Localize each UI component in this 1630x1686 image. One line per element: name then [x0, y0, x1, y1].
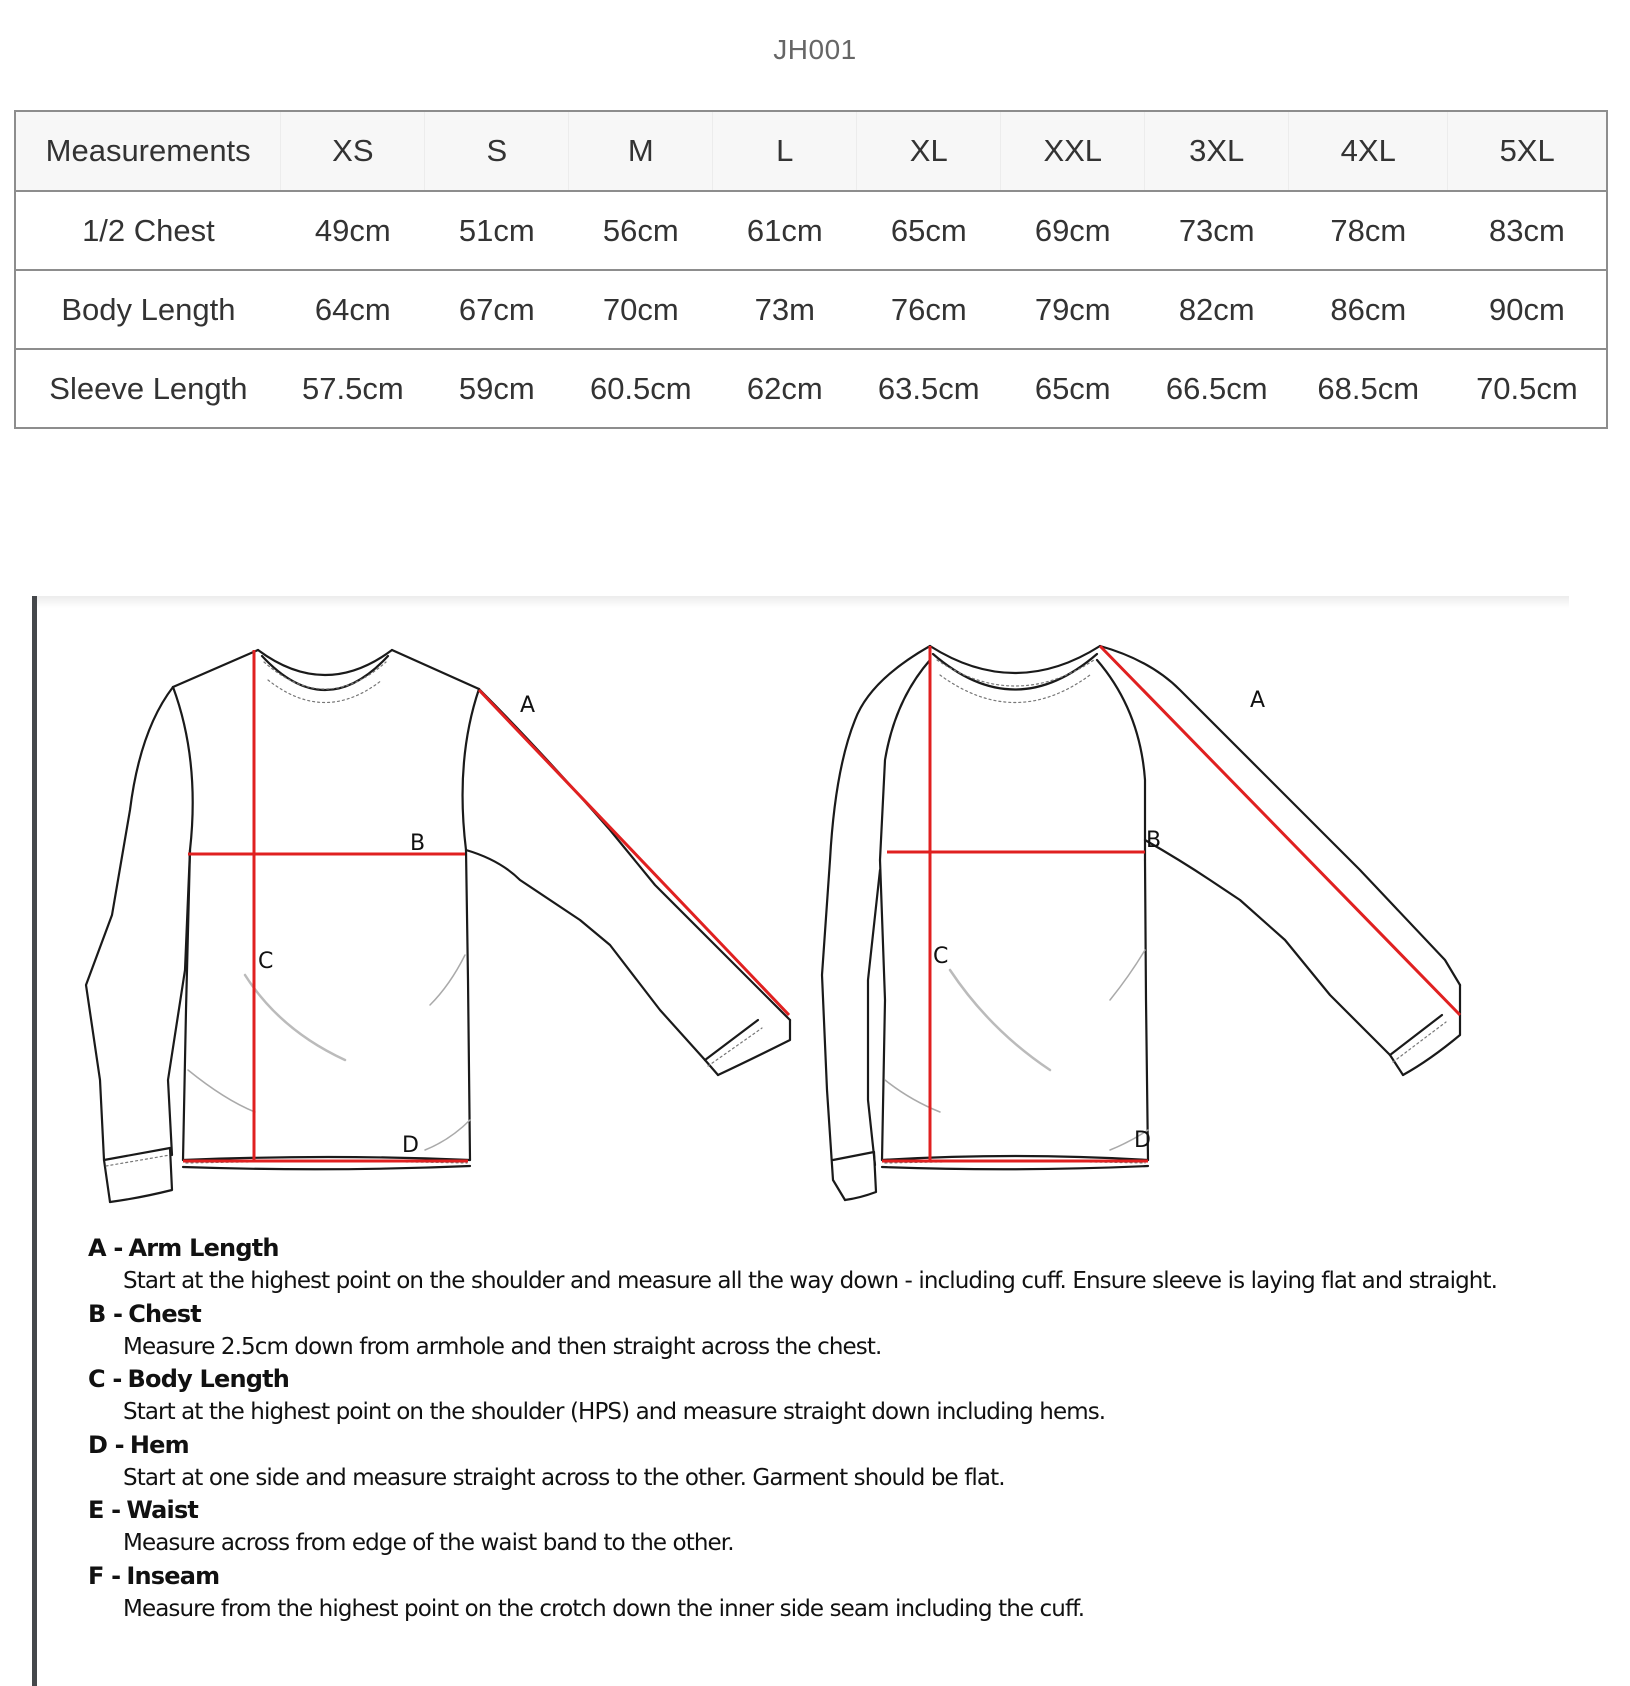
legend-description: Measure 2.5cm down from armhole and then straight across the chest.: [123, 1333, 882, 1360]
label-b: B: [1146, 828, 1162, 853]
raglan-sleeve-labels: [933, 688, 1265, 1153]
header-measurements: Measurements: [15, 111, 281, 191]
legend-name: Inseam: [126, 1561, 220, 1590]
set-in-sleeve-shirt-diagram: [86, 650, 790, 1202]
body-right-side: [463, 689, 479, 1160]
shirt-fold-shading: [188, 1070, 255, 1112]
legend-key: E -: [88, 1496, 121, 1524]
table-cell: 61cm: [713, 191, 857, 270]
hem-bottom: [183, 1166, 470, 1169]
right-cuff: [1403, 985, 1460, 1075]
shirt-fold-shading: [245, 975, 345, 1060]
left-sleeve-outer: [86, 687, 173, 1202]
table-cell: 70.5cm: [1476, 370, 1578, 406]
table-cell: 79cm: [1001, 270, 1145, 349]
collar-stitching: [268, 680, 382, 703]
right-cuff-edge: [1390, 1055, 1403, 1075]
table-cell: 63.5cm: [877, 370, 980, 406]
right-cuff-edge: [705, 1060, 718, 1075]
legend-description: Start at the highest point on the shoulder and measure all the way down - including cuff. Ensure sleeve is laying flat and straight.: [123, 1268, 1497, 1294]
table-cell: 60.5cm: [589, 370, 692, 406]
legend-item-hem: [88, 1429, 1503, 1495]
table-cell: 86cm: [1289, 270, 1448, 349]
table-cell: 73m: [713, 270, 857, 349]
body-left-side: [173, 687, 193, 1160]
label-d: D: [1134, 1128, 1151, 1153]
table-cell: 57.5cm: [301, 370, 404, 406]
set-in-sleeve-measurement-lines: [183, 650, 789, 1161]
table-cell: 68.5cm: [1317, 370, 1420, 406]
header-size-xs: XS: [281, 111, 425, 191]
header-size-5xl: 5XL: [1448, 111, 1607, 191]
table-cell: 65cm: [1034, 370, 1111, 406]
legend-item-inseam: [88, 1560, 1503, 1626]
legend-name: Arm Length: [128, 1234, 279, 1262]
left-sleeve-outer: [822, 646, 930, 1200]
right-cuff-stitching: [1393, 1022, 1446, 1062]
right-sleeve-inner: [466, 850, 705, 1060]
shirt-fold-shading: [430, 955, 465, 1005]
collar-inner: [933, 654, 1097, 690]
legend-description: Measure across from edge of the waist band to the other.: [123, 1530, 734, 1556]
left-cuff: [845, 1152, 876, 1200]
left-cuff-seam: [104, 1148, 170, 1160]
table-cell: 76cm: [857, 270, 1001, 349]
table-cell: 49cm: [281, 191, 425, 270]
legend-key: C -: [88, 1365, 122, 1393]
raglan-sleeve-measurement-lines: [882, 646, 1460, 1161]
shirt-fold-shading: [425, 1120, 470, 1150]
label-b: B: [410, 831, 426, 856]
header-size-s: S: [425, 111, 569, 191]
left-cuff-stitching: [106, 1155, 170, 1166]
left-raglan-seam: [880, 660, 930, 860]
right-cuff: [718, 1020, 790, 1075]
legend-item-arm-length: [88, 1232, 1503, 1298]
table-cell: 64cm: [281, 270, 425, 349]
label-a: A: [1250, 688, 1266, 713]
measure-line-a: [479, 690, 789, 1015]
header-size-xxl: XXL: [1001, 111, 1145, 191]
row-label: 1/2 Chest: [15, 191, 281, 270]
collar-outer: [930, 646, 1100, 673]
measurement-guide-section: [32, 596, 1569, 1686]
right-shoulder-outline: [392, 650, 479, 689]
table-cell: 90cm: [1448, 270, 1607, 349]
header-size-m: M: [569, 111, 713, 191]
legend-name: Body Length: [127, 1365, 290, 1393]
table-cell: 62cm: [746, 370, 823, 406]
legend-description: Start at the highest point on the shoulder (HPS) and measure straight down including hems.: [123, 1399, 1106, 1425]
header-size-4xl: 4XL: [1289, 111, 1448, 191]
shirt-fold-shading: [1110, 950, 1145, 1000]
legend-item-body-length: [88, 1363, 1503, 1429]
right-cuff-stitching: [708, 1028, 762, 1066]
raglan-sleeve-shirt-diagram: [822, 646, 1460, 1200]
body-left-side: [880, 860, 885, 1160]
hem-top: [882, 1156, 1148, 1160]
row-label: Body Length: [15, 270, 281, 349]
legend-name: Waist: [126, 1496, 199, 1524]
header-size-xl: XL: [857, 111, 1001, 191]
label-a: A: [520, 693, 536, 718]
table-cell: 73cm: [1145, 191, 1289, 270]
row-label: Sleeve Length: [49, 370, 248, 406]
collar-inner: [262, 656, 388, 690]
label-c: C: [258, 949, 274, 974]
right-raglan-seam: [1097, 660, 1145, 860]
measurement-legend: [88, 1232, 1503, 1625]
table-cell: 78cm: [1289, 191, 1448, 270]
legend-key: D -: [88, 1430, 124, 1459]
legend-name: Chest: [128, 1299, 201, 1328]
label-c: C: [933, 944, 949, 969]
right-cuff-seam: [705, 1020, 758, 1060]
table-cell: 59cm: [458, 370, 535, 406]
right-sleeve-inner: [1145, 840, 1390, 1055]
table-cell: 69cm: [1001, 191, 1145, 270]
legend-item-waist: [88, 1494, 1503, 1560]
table-cell: 66.5cm: [1165, 370, 1268, 406]
label-d: D: [402, 1133, 419, 1158]
right-cuff-seam: [1390, 1015, 1442, 1055]
legend-item-chest: [88, 1298, 1503, 1364]
legend-key: F -: [88, 1561, 121, 1590]
set-in-sleeve-labels: [258, 693, 535, 1158]
table-cell: 83cm: [1448, 191, 1607, 270]
legend-description: Start at one side and measure straight across to the other. Garment should be flat.: [123, 1464, 1005, 1491]
shirt-fold-shading: [950, 970, 1050, 1070]
left-sleeve-inner: [868, 870, 880, 1165]
table-cell: 82cm: [1145, 270, 1289, 349]
legend-key: B -: [88, 1299, 123, 1328]
table-cell: 51cm: [425, 191, 569, 270]
table-cell: 70cm: [569, 270, 713, 349]
shirt-fold-shading: [885, 1080, 940, 1112]
legend-name: Hem: [129, 1430, 189, 1459]
legend-description: Measure from the highest point on the crotch down the inner side seam including the cuff.: [123, 1595, 1085, 1622]
body-right-side: [1145, 860, 1148, 1160]
legend-key: A -: [88, 1234, 123, 1262]
header-size-3xl: 3XL: [1145, 111, 1289, 191]
left-cuff-seam: [833, 1152, 874, 1160]
left-shoulder-outline: [173, 650, 258, 687]
table-cell: 67cm: [425, 270, 569, 349]
product-code-title: JH001: [773, 34, 857, 65]
table-cell: 56cm: [569, 191, 713, 270]
hem-bottom: [882, 1166, 1148, 1169]
table-cell: 65cm: [857, 191, 1001, 270]
header-size-l: L: [713, 111, 857, 191]
